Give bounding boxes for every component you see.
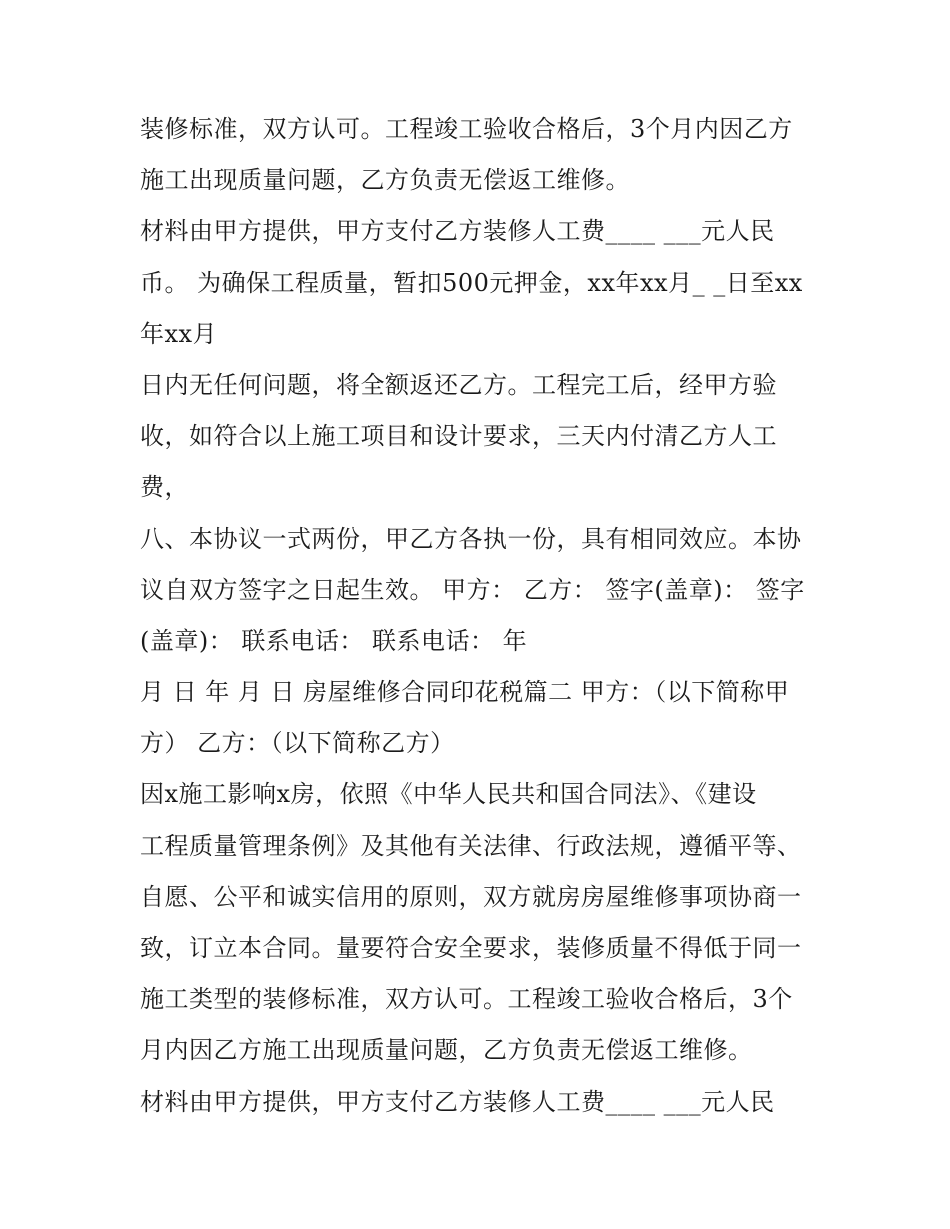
text-line: 币。 为确保工程质量，暂扣500元押金，xx年xx月_ _日至xx (140, 268, 803, 297)
text-line: 材料由甲方提供，甲方支付乙方装修人工费____ ___元人民 (140, 1087, 775, 1116)
text-line: 致，订立本合同。量要符合安全要求，装修质量不得低于同一 (140, 934, 802, 962)
text-line: 材料由甲方提供，甲方支付乙方装修人工费____ ___元人民 (140, 217, 775, 246)
text-line: 八、本协议一式两份，甲乙方各执一份，具有相同效应。本协 (140, 524, 802, 553)
text-line: (盖章)： 联系电话： 联系电话： 年 (140, 626, 528, 655)
text-line: 工程质量管理条例》及其他有关法律、行政法规，遵循平等、 (140, 831, 802, 860)
text-line: 费， (140, 473, 189, 502)
text-line: 装修标准，双方认可。工程竣工验收合格后，3个月内因乙方 (140, 115, 793, 143)
text-line: 年xx月 (140, 319, 218, 348)
document-body (140, 104, 820, 1128)
text-line: 议自双方签字之日起生效。 甲方： 乙方： 签字(盖章)： 签字 (140, 575, 805, 604)
text-line: 月 日 年 月 日 房屋维修合同印花税篇二 甲方：（以下简称甲 (140, 678, 790, 707)
text-line: 收，如符合以上施工项目和设计要求，三天内付清乙方人工 (140, 422, 777, 451)
text-line: 施工出现质量问题，乙方负责无偿返工维修。 (140, 166, 630, 195)
text-line: 日内无任何问题，将全额返还乙方。工程完工后，经甲方验 (140, 370, 777, 399)
text-line: 方） 乙方：（以下简称乙方） (140, 729, 455, 758)
text-line: 因x施工影响x房，依照《中华人民共和国合同法》、《建设 (140, 780, 757, 809)
text-line: 自愿、公平和诚实信用的原则，双方就房房屋维修事项协商一 (140, 882, 802, 911)
text-line: 施工类型的装修标准，双方认可。工程竣工验收合格后，3个 (140, 985, 793, 1014)
text-line: 月内因乙方施工出现质量问题，乙方负责无偿返工维修。 (140, 1036, 753, 1065)
